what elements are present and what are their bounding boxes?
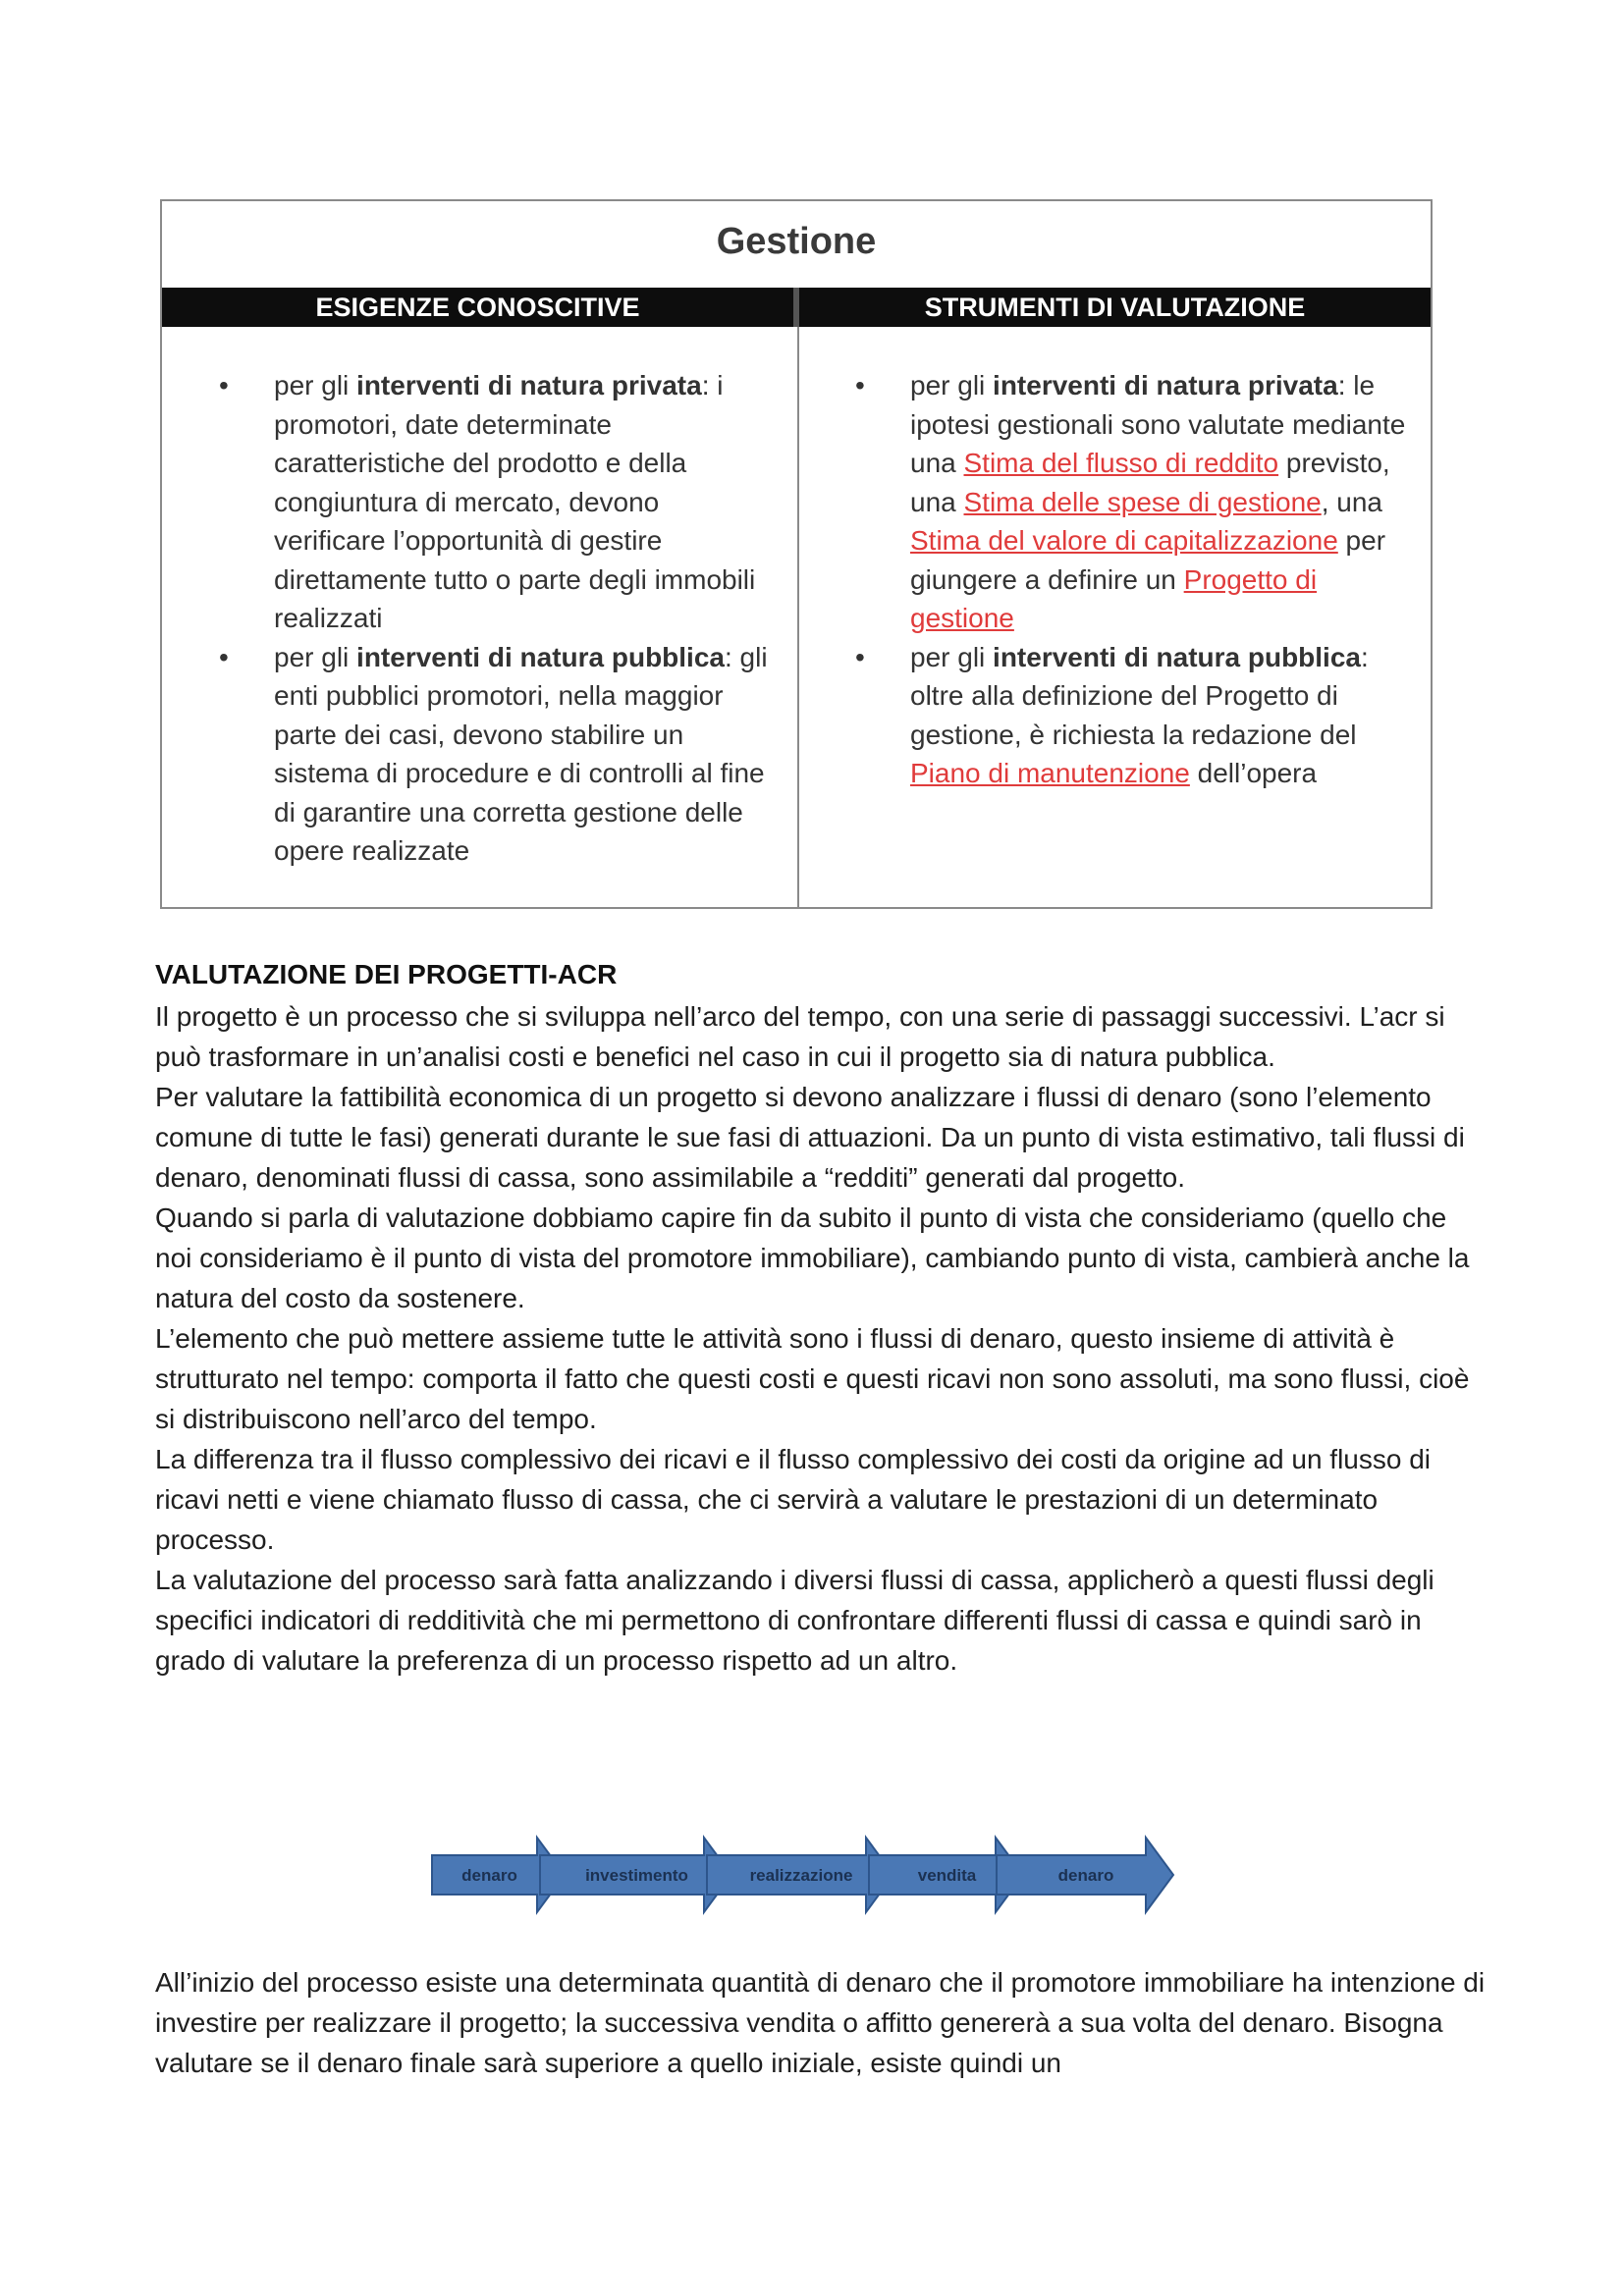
strumenti-column: [855, 366, 1415, 793]
bullet-text: : i promotori, date determinate caratteristiche del prodotto e della congiuntura di mercato, devono verificare l’opportunità di gestire direttamente tutto o parte degli immobili realizzati: [274, 370, 756, 633]
bullet-bold: interventi di natura privata: [993, 370, 1338, 400]
flow-label-vendita: vendita: [917, 1866, 977, 1885]
bullet-text: , una: [1321, 486, 1382, 517]
strumenti-bullet-pubblica: [855, 638, 1415, 793]
flow-label-investimento: investimento: [585, 1866, 688, 1885]
body-text: [155, 996, 1490, 1681]
paragraph: La valutazione del processo sarà fatta analizzando i diversi flussi di cassa, applicherò a questi flussi degli specifici indicatori di redditività che mi permettono di confrontare differenti flussi di cassa e quindi sarò in grado di valutare la preferenza di un processo rispetto ad un altro.: [155, 1565, 1434, 1676]
bullet-text: per gli: [274, 370, 357, 400]
bullet-icon: •: [855, 641, 865, 672]
bullet-text: : le ipotesi gestionali sono valutate mediante una: [910, 370, 1406, 478]
bullet-icon: •: [219, 370, 229, 400]
link-piano-manutenzione[interactable]: Piano di manutenzione: [910, 758, 1190, 788]
gestione-title: Gestione: [716, 221, 877, 262]
link-stima-valore-capitalizzazione[interactable]: Stima del valore di capitalizzazione: [910, 525, 1338, 556]
bullet-bold: interventi di natura pubblica: [993, 641, 1361, 672]
flow-label-realizzazione: realizzazione: [749, 1866, 853, 1885]
bullet-text: : oltre alla definizione del Progetto di gestione, è richiesta la redazione del: [910, 641, 1369, 750]
bullet-text: per gli: [910, 370, 994, 400]
flow-label-denaro: denaro: [1057, 1866, 1114, 1885]
gestione-table: [160, 199, 1433, 909]
bullet-bold: interventi di natura pubblica: [356, 641, 725, 672]
bullet-bold: interventi di natura privata: [356, 370, 702, 400]
paragraph: La differenza tra il flusso complessivo dei ricavi e il flusso complessivo dei costi da origine ad un flusso di ricavi netti e viene chiamato flusso di cassa, che ci servirà a valutare le prestazioni di un determinato processo.: [155, 1444, 1432, 1555]
paragraph: Quando si parla di valutazione dobbiamo capire fin da subito il punto di vista che consideriamo (quello che noi consideriamo è il punto di vista del promotore immobiliare), cambiando punto di vista, cambierà anche la natura del costo da sostenere.: [155, 1202, 1470, 1313]
esigenze-bullet-pubblica: [219, 638, 769, 871]
link-progetto-gestione[interactable]: Progetto di gestione: [910, 563, 1318, 633]
paragraph: Per valutare la fattibilità economica di un progetto si devono analizzare i flussi di denaro (sono l’elemento comune di tutte le fasi) generati durante le sue fasi di attuazioni. Da un punto di vista estimativo, tali flussi di denaro, denominati flussi di cassa, sono assimilabile a “redditi” generati dal progetto.: [155, 1082, 1465, 1193]
bullet-icon: •: [219, 641, 229, 672]
bullet-text: per gli: [274, 641, 357, 672]
flow-label-denaro: denaro: [461, 1866, 517, 1885]
column-divider: [797, 327, 799, 907]
paragraph: Il progetto è un processo che si sviluppa nell’arco del tempo, con una serie di passaggi successivi. L’acr si può trasformare in un’analisi costi e benefici nel caso in cui il progetto sia di natura pubblica.: [155, 1001, 1445, 1072]
bullet-text: per giungere a definire un: [910, 525, 1386, 595]
esigenze-column: [219, 366, 769, 871]
paragraph: L’elemento che può mettere assieme tutte le attività sono i flussi di denaro, questo insieme di attività è strutturato nel tempo: comporta il fatto che questi costi e questi ricavi non sono assoluti, ma sono flussi, cioè si distribuiscono nell’arco del tempo.: [155, 1323, 1470, 1434]
link-stima-flusso-reddito[interactable]: Stima del flusso di reddito: [963, 448, 1279, 478]
esigenze-bullet-privata: [219, 366, 769, 638]
bullet-text: : gli enti pubblici promotori, nella maggior parte dei casi, devono stabilire un sistema di procedure e di controlli al fine di garantire una corretta gestione delle opere realizzate: [274, 641, 768, 866]
strumenti-bullet-privata: [855, 366, 1415, 638]
gestione-header-row: [162, 288, 1431, 327]
bullet-text: per gli: [910, 641, 994, 672]
section-title: VALUTAZIONE DEI PROGETTI-ACR: [155, 959, 618, 989]
paragraph: All’inizio del processo esiste una determinata quantità di denaro che il promotore immobiliare ha intenzione di investire per realizzare il progetto; la successiva vendita o affitto genererà a sua volta del denaro. Bisogna valutare se il denaro finale sarà superiore a quello iniziale, esiste quindi un: [155, 1967, 1486, 2078]
link-stima-spese-gestione[interactable]: Stima delle spese di gestione: [963, 486, 1322, 517]
col-header-esigenze: ESIGENZE CONOSCITIVE: [315, 293, 640, 322]
bullet-icon: •: [855, 370, 865, 400]
bottom-text: [155, 1962, 1500, 2083]
process-flow-diagram: [422, 1816, 1188, 1934]
bullet-text: dell’opera: [1189, 758, 1318, 788]
bullet-text: previsto, una: [910, 448, 1390, 517]
col-header-strumenti: STRUMENTI DI VALUTAZIONE: [924, 293, 1306, 322]
